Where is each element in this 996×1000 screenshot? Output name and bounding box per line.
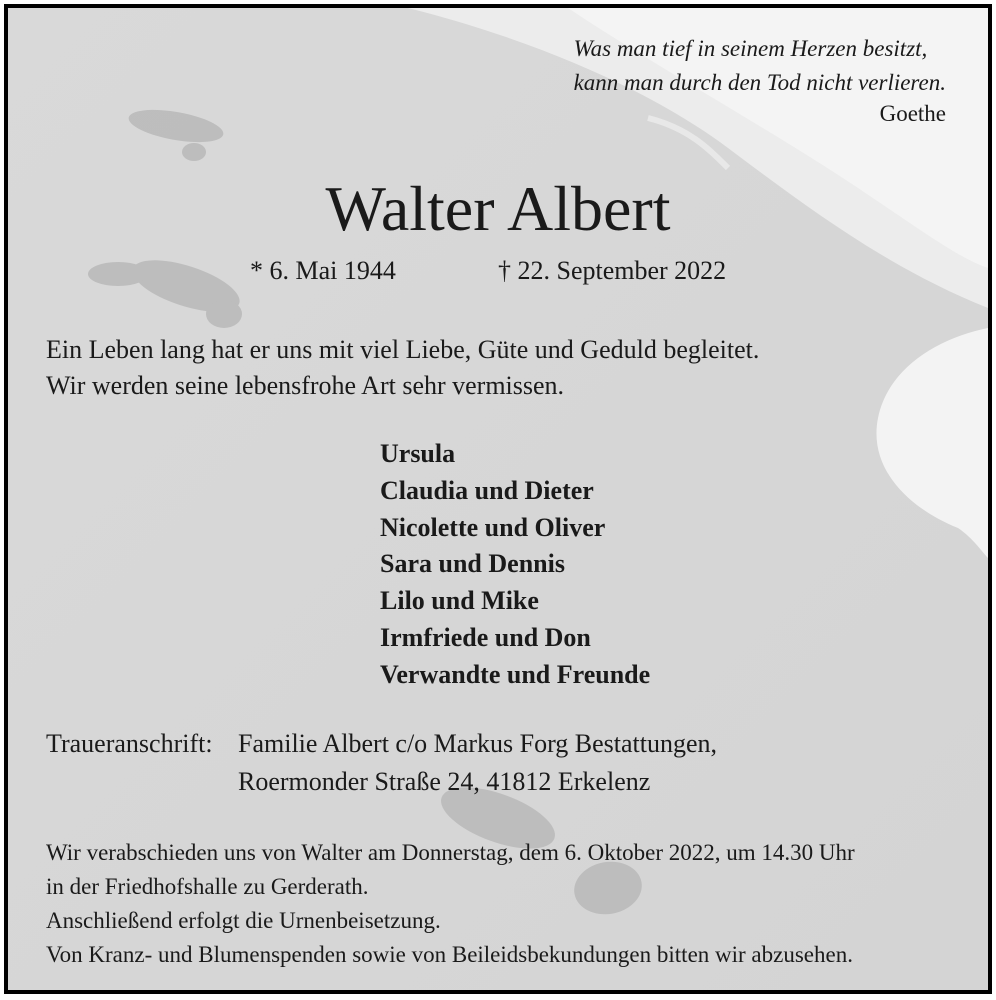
quote-line: Was man tief in seinem Herzen besitzt, — [573, 36, 928, 61]
funeral-info-line: Wir verabschieden uns von Walter am Donnerstag, dem 6. Oktober 2022, um 14.30 Uhr — [46, 840, 855, 865]
mourner-name: Ursula — [380, 439, 456, 468]
goethe-quote — [574, 32, 946, 100]
mourner-name: Lilo und Mike — [380, 586, 539, 616]
memorial-text-line: Ein Leben lang hat er uns mit viel Liebe, Güte und Geduld begleitet. — [46, 335, 760, 364]
obituary-notice — [4, 4, 992, 994]
memorial-text-line: Wir werden seine lebensfrohe Art sehr vermissen. — [46, 371, 565, 400]
quote-line: kann man durch den Tod nicht verlieren. — [573, 70, 946, 95]
funeral-info-line: in der Friedhofshalle zu Gerderath. — [46, 874, 369, 899]
mourner-name: Nicolette und Oliver — [380, 512, 606, 542]
address-line-2: Roermonder Straße 24, 41812 Erkelenz — [238, 767, 651, 796]
address-line-1: Familie Albert c/o Markus Forg Bestattungen, — [238, 729, 718, 758]
death-date: † 22. September 2022 — [498, 256, 727, 285]
memorial-text — [46, 332, 759, 404]
birth-date: * 6. Mai 1944 — [250, 256, 396, 285]
funeral-info-line: Anschließend erfolgt die Urnenbeisetzung. — [46, 908, 441, 933]
address-label: Traueranschrift: — [46, 729, 213, 758]
mourner-name: Sara und Dennis — [380, 549, 565, 579]
mourners-list — [380, 436, 650, 694]
deceased-name: Walter Albert — [325, 173, 671, 244]
quote-author: Goethe — [879, 101, 946, 126]
funeral-info-line: Von Kranz- und Blumenspenden sowie von Beileidsbekundungen bitten wir abzusehen. — [46, 942, 853, 967]
mourner-name: Claudia und Dieter — [380, 475, 594, 505]
funeral-info — [46, 836, 855, 972]
mourner-name: Verwandte und Freunde — [380, 659, 651, 689]
mourner-name: Irmfriede und Don — [380, 622, 591, 652]
